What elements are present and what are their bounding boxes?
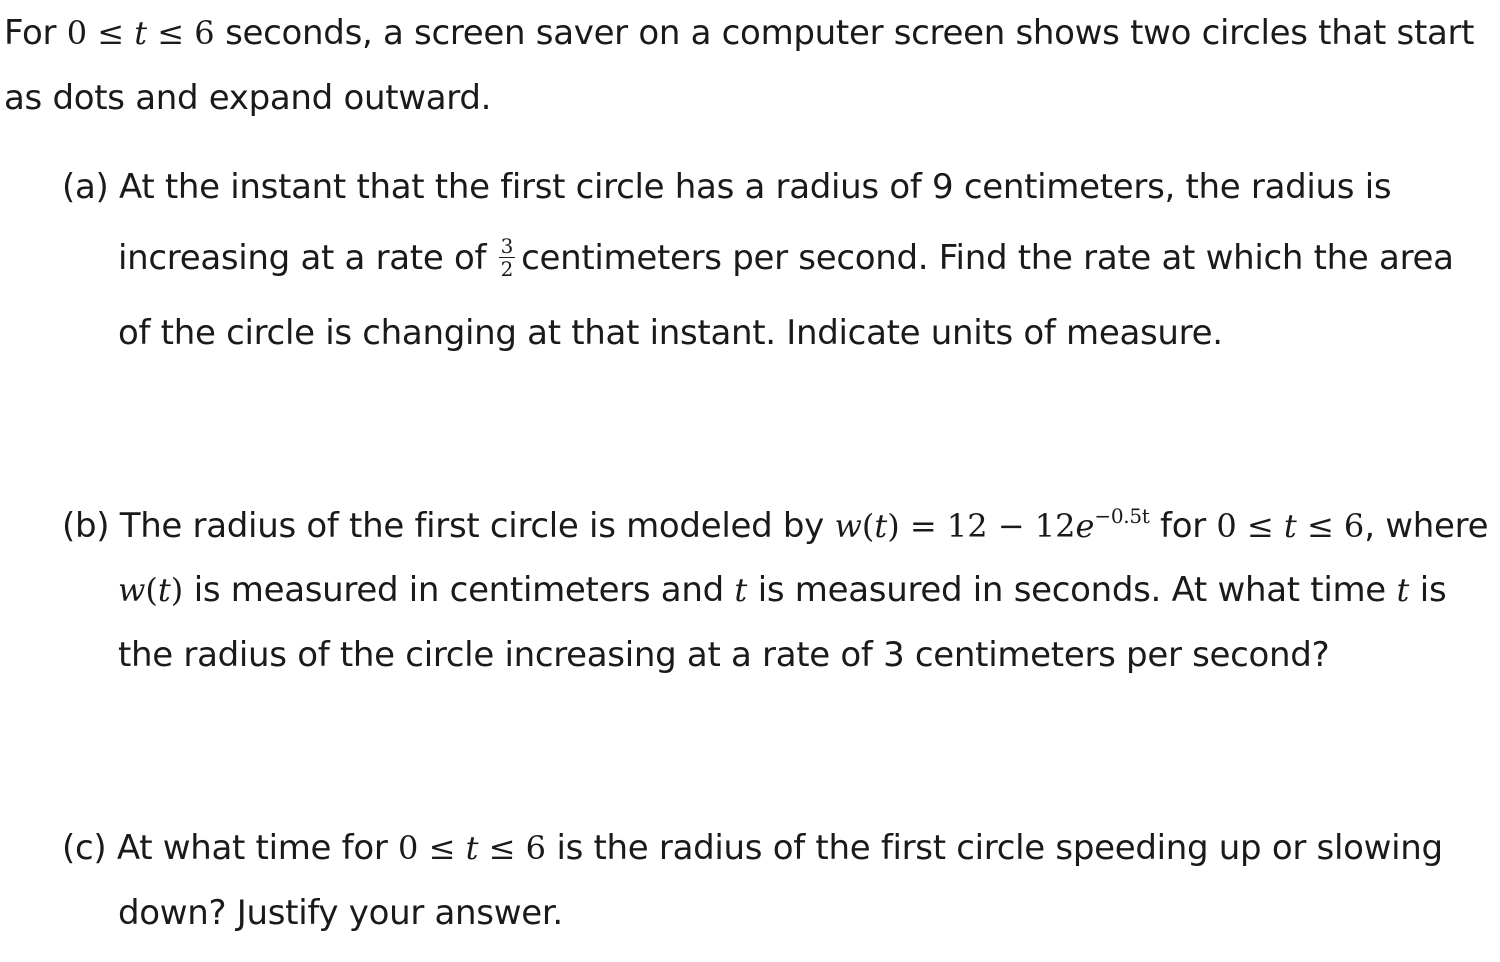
- math-expression: ≤ 6: [478, 829, 546, 867]
- math-variable-w: w: [834, 507, 862, 545]
- math-paren: (: [145, 571, 158, 609]
- math-variable-t: t: [1283, 507, 1297, 545]
- part-a-text: of the circle is changing at that instant. Indicate units of measure.: [118, 313, 1223, 353]
- math-expression: 0 ≤: [1216, 507, 1284, 545]
- math-variable-t: t: [874, 507, 888, 545]
- part-b-line-3: [118, 635, 1329, 675]
- intro-line-1: [4, 13, 1474, 53]
- intro-line-2: [4, 78, 491, 118]
- part-c-text: is the radius of the first circle speeding up or slowing: [545, 828, 1443, 868]
- part-c-text: (c) At what time for: [62, 828, 399, 868]
- math-variable-t: t: [465, 829, 479, 867]
- math-exponent: −0.5t: [1094, 504, 1150, 528]
- fraction-numerator: 3: [500, 234, 514, 258]
- part-a-line-2: [118, 234, 1454, 281]
- part-b-text: for: [1149, 506, 1217, 546]
- part-c-line-1: [62, 828, 1443, 868]
- math-expression: ≤ 6: [1296, 507, 1365, 545]
- intro-text: For: [4, 13, 67, 53]
- intro-text: seconds, a screen saver on a computer screen shows two circles that start: [214, 13, 1475, 53]
- math-paren: (: [861, 507, 875, 545]
- part-b-text: is measured in seconds. At what time: [747, 570, 1397, 610]
- math-variable-e: e: [1075, 507, 1095, 545]
- part-c-line-2: [118, 893, 563, 933]
- part-a-line-3: [118, 313, 1223, 353]
- math-expression: 0 ≤: [398, 829, 466, 867]
- math-variable-t: t: [134, 14, 148, 52]
- math-expression: ≤ 6: [147, 14, 215, 52]
- math-expression: 0 ≤: [66, 14, 135, 52]
- part-b-text: is measured in centimeters and: [183, 570, 735, 610]
- part-a-text: centimeters per second. Find the rate at which the area: [521, 238, 1454, 278]
- intro-text: as dots and expand outward.: [4, 78, 492, 118]
- part-b-text: (b) The radius of the first circle is modeled by: [62, 506, 835, 546]
- part-b-text: the radius of the circle increasing at a rate of 3 centimeters per second?: [118, 635, 1330, 675]
- part-b-line-1: [62, 506, 1488, 546]
- part-a-line-1: [62, 167, 1391, 207]
- part-a-text: increasing at a rate of: [118, 238, 497, 278]
- fraction-denominator: 2: [500, 257, 514, 281]
- math-variable-t: t: [1396, 571, 1410, 609]
- math-variable-t: t: [734, 571, 748, 609]
- math-expression: ) = 12 − 12: [887, 507, 1076, 545]
- part-a-text: (a) At the instant that the first circle has a radius of 9 centimeters, the radius is: [62, 167, 1392, 207]
- part-b-text: is: [1409, 570, 1447, 610]
- math-variable-w: w: [118, 571, 146, 609]
- part-b-line-2: [118, 570, 1446, 610]
- fraction: [499, 236, 515, 279]
- part-b-text: , where: [1364, 506, 1489, 546]
- math-paren: ): [170, 571, 184, 609]
- math-variable-t: t: [157, 571, 171, 609]
- part-c-text: down? Justify your answer.: [118, 893, 563, 933]
